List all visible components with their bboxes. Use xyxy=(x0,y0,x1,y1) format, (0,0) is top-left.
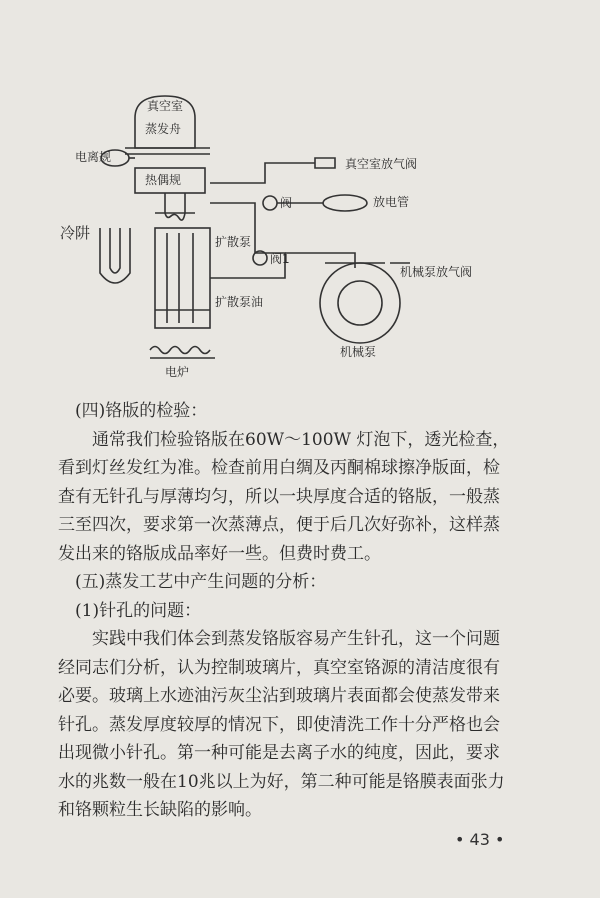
section4-heading: (四)铬版的检验： xyxy=(75,401,208,421)
label-thermocouple-gauge: 热偶规 xyxy=(145,173,182,187)
diagram-svg xyxy=(55,88,515,388)
label-vacuum-chamber: 真空室 xyxy=(147,99,184,113)
section4-line: 看到灯丝发红为准。检查前用白绸及丙酮棉球擦净版面，检 xyxy=(58,458,500,478)
section4-line: 三至四次，要求第一次蒸薄点，便于后几次好弥补，这样蒸 xyxy=(58,515,500,535)
section4-line: 发出来的铬版成品率好一些。但费时费工。 xyxy=(58,543,381,564)
cold-trap-shape xyxy=(100,228,130,283)
section4-line: 查有无针孔与厚薄均匀，所以一块厚度合适的铬版，一般蒸 xyxy=(58,486,500,507)
section5-heading: (五)蒸发工艺中产生问题的分析： xyxy=(75,572,327,592)
label-cold-trap: 冷阱 xyxy=(60,224,91,242)
label-valve: 阀 xyxy=(280,196,293,210)
section5-line: 必要。玻璃上水迹油污灰尘沾到玻璃片表面都会使蒸发带来 xyxy=(58,686,500,706)
label-evaporation-boat: 蒸发舟 xyxy=(145,122,182,136)
label-mechanical-pump: 机械泵 xyxy=(340,345,377,359)
label-diffusion-pump: 扩散泵 xyxy=(215,235,252,249)
label-valve1: 阀1 xyxy=(270,252,290,266)
label-mechanical-pump-vent-valve: 机械泵放气阀 xyxy=(400,265,473,279)
valve-shape xyxy=(263,196,277,210)
discharge-tube-shape xyxy=(323,195,367,211)
diffusion-pump-shape xyxy=(155,228,210,328)
mechanical-pump-shape xyxy=(320,263,400,343)
section5-subheading: (1)针孔的问题： xyxy=(75,600,202,621)
vacuum-evaporation-diagram xyxy=(55,88,515,388)
section5-line: 经同志们分析，认为控制玻璃片，真空室铬源的清洁度很有 xyxy=(58,657,500,678)
label-chamber-vent-valve: 真空室放气阀 xyxy=(345,157,418,171)
label-ion-gauge: 电离规 xyxy=(75,150,112,164)
label-electric-furnace: 电炉 xyxy=(165,365,190,379)
body-text xyxy=(58,397,542,825)
page-number: • 43 • xyxy=(455,830,505,849)
section5-line: 针孔。蒸发厚度较厚的情况下，即使清洗工作十分严格也会 xyxy=(58,714,500,735)
label-discharge-tube: 放电管 xyxy=(373,195,410,209)
label-diffusion-pump-oil: 扩散泵油 xyxy=(215,295,264,309)
section5-line: 出现微小针孔。第一种可能是去离子水的纯度，因此，要求 xyxy=(58,743,500,763)
section5-line: 实践中我们体会到蒸发铬版容易产生针孔，这一个问题 xyxy=(92,629,500,649)
section5-line: 水的兆数一般在10兆以上为好，第二种可能是铬膜表面张力 xyxy=(58,771,505,792)
section4-line: 通常我们检验铬版在60W～100W 灯泡下，透光检查， xyxy=(92,429,510,450)
section5-line: 和铬颗粒生长缺陷的影响。 xyxy=(58,800,262,820)
electric-furnace-shape xyxy=(150,347,210,354)
